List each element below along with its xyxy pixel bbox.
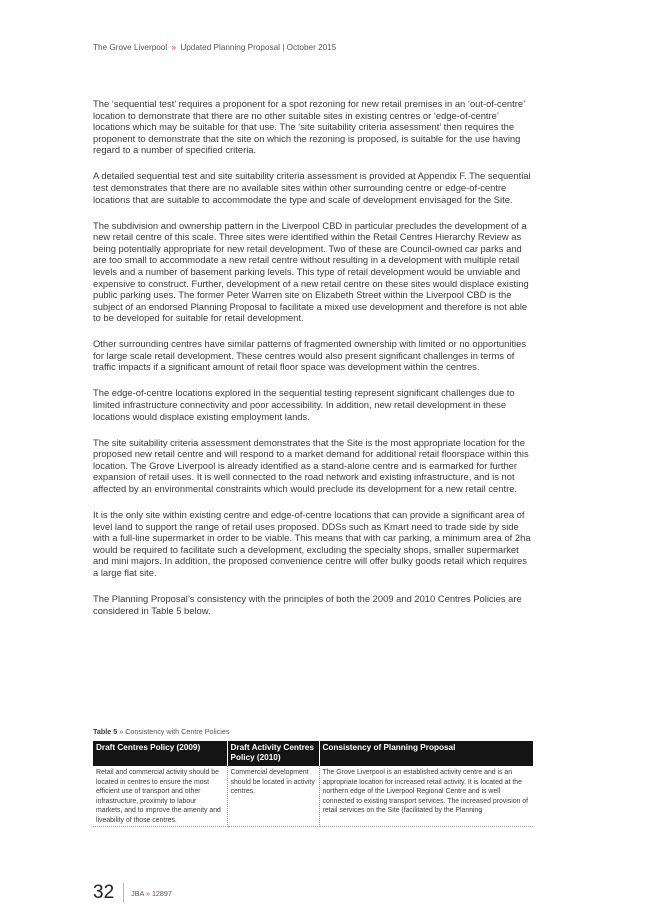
- paragraph-table-intro: The Planning Proposal’s consistency with the principles of both the 2009 and 2010 Centres Policies are considered in Table 5 below.: [93, 592, 522, 616]
- document-code: [131, 889, 172, 898]
- consistency-table: [93, 741, 533, 827]
- body-text: [93, 98, 533, 631]
- page-footer: [93, 878, 172, 908]
- table-cell: The Grove Liverpool is an established activity centre and is an appropriate location for increased retail activity. It is located at the northern edge of the Liverpool Regional Centre and is well connected to existing transport services. The increased provision of retail services on the Site (facilitated by the Planning: [319, 766, 533, 826]
- document-code-separator: »: [145, 888, 150, 898]
- header-draft-centres-policy: Draft Centres Policy (2009): [93, 741, 227, 766]
- paragraph-surrounding-centres: Other surrounding centres have similar patterns of fragmented ownership with limited or no opportunities for large scale retail development. These centres would also present significant challenges in terms of traffic impacts if a significant amount of retail floor space was development within the centres.: [93, 338, 527, 373]
- table-caption-separator: »: [119, 727, 124, 736]
- running-header: [93, 43, 336, 52]
- document-code-prefix: JBA: [131, 888, 144, 898]
- table-cell: Commercial development should be located in activity centres.: [227, 766, 319, 826]
- table-caption: [93, 727, 230, 736]
- table-caption-text: Consistency with Centre Policies: [125, 727, 230, 736]
- footer-divider: [123, 883, 124, 903]
- header-document-title: Updated Planning Proposal | October 2015: [180, 43, 337, 52]
- table-header-row: [93, 741, 533, 766]
- paragraph-assessment-appendix: A detailed sequential test and site suitability criteria assessment is provided at Appendix F. The sequential test demonstrates that there are no available sites within other surrounding centre or edge-of-centre locations that are suitable to accommodate the type and scale of development envisaged for the Site.: [93, 170, 531, 205]
- header-consistency: Consistency of Planning Proposal: [319, 741, 533, 766]
- paragraph-sequential-test: The ‘sequential test’ requires a proponent for a spot rezoning for new retail premises in an ‘out-of-centre’ location to demonstrate that there are no other suitable sites in existing centres or ‘edge-of-centre’ locations which may be suitable for that use. The ‘site suitability criteria assessment’ then requires the proponent to demonstrate that the site on which the rezoning is proposed, is suitable for the use having regard to a number of specified criteria.: [93, 98, 525, 156]
- header-draft-activity-centres-policy: Draft Activity Centres Policy (2010): [227, 741, 319, 766]
- paragraph-level-land: It is the only site within existing centre and edge-of-centre locations that can provide a significant area of level land to support the range of retail uses proposed. DDSs such as Kmart need to trade side by side with a full-line supermarket in order to be viable. This means that with car parking, a minimum area of 2ha would be required to facilitate such a development, excluding the specialty shops, smaller supermarket and mini majors. In addition, the proposed convenience centre will offer bulky goods retail which requires a large flat site.: [93, 508, 531, 578]
- table-cell: Retail and commercial activity should be located in centres to ensure the most efficient use of transport and other infrastructure, proximity to labour markets, and to improve the amenity and liveability of those centres.: [93, 766, 227, 826]
- page-number: 32: [93, 882, 115, 903]
- table-caption-label: Table 5: [93, 727, 118, 736]
- header-document-name: The Grove Liverpool: [93, 43, 168, 52]
- paragraph-edge-of-centre: The edge-of-centre locations explored in the sequential testing represent significant challenges due to limited infrastructure connectivity and poor accessibility. In addition, new retail development in these locations would displace existing employment lands.: [93, 387, 515, 422]
- paragraph-liverpool-cbd: The subdivision and ownership pattern in the Liverpool CBD in particular precludes the development of a new retail centre of this scale. Three sites were identified within the Retail Centres Hierarchy Review as being potentially appropriate for new retail development. Two of these are Council-owned car parks and are too small to accommodate a new retail centre without resulting in a development with multiple retail levels and a number of basement parking levels. This type of retail development would be unviable and expensive to construct. Further, development of a new retail centre on these sites would displace existing public parking uses. The former Peter Warren site on Elizabeth Street within the Liverpool CBD is the subject of an endorsed Planning Proposal to facilitate a mixed use development and therefore is not able to be developed for suitable for retail development.: [93, 219, 529, 324]
- document-code-number: 12897: [151, 888, 172, 898]
- header-separator: »: [171, 43, 177, 52]
- paragraph-site-suitability: The site suitability criteria assessment demonstrates that the Site is the most appropriate location for the proposed new retail centre and will respond to a market demand for additional retail floorspace within this location. The Grove Liverpool is already identified as a stand-alone centre and is earmarked for further expansion of retail uses. It is well connected to the road network and existing infrastructure, and is not affected by an environmental constraints which would preclude its development for a new retail centre.: [93, 436, 529, 494]
- table-row: [93, 766, 533, 826]
